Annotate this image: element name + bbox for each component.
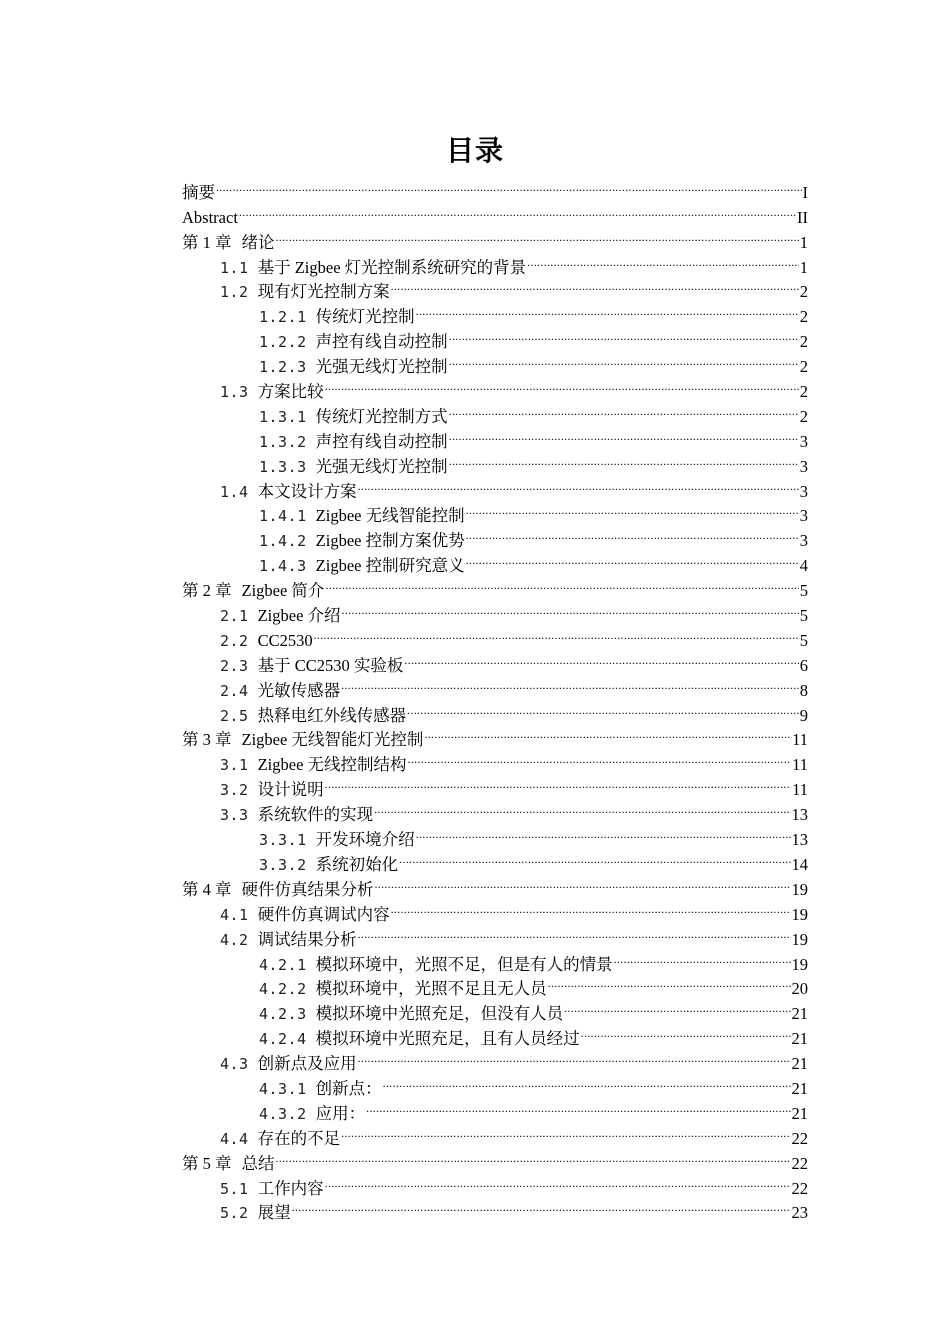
- toc-entry-page-number: 11: [792, 755, 808, 775]
- toc-entry-page-number: 6: [799, 655, 808, 675]
- dot-leader: [358, 920, 791, 945]
- dot-leader: [408, 745, 792, 770]
- toc-entry-title: 工作内容: [257, 1178, 324, 1198]
- dot-leader: [276, 1144, 791, 1169]
- dot-leader: [399, 845, 790, 870]
- toc-entry-title: 光敏传感器: [257, 680, 341, 700]
- dot-leader: [341, 671, 799, 696]
- toc-entry-title: 光强无线灯光控制: [315, 456, 448, 476]
- toc-entry-title: 硬件仿真调试内容: [257, 904, 390, 924]
- toc-entry-page-number: 11: [792, 730, 808, 750]
- dot-leader: [424, 721, 791, 746]
- toc-entry-title: 开发环境介绍: [315, 830, 415, 850]
- toc-entry-number: 第 2 章: [182, 581, 232, 601]
- dot-leader: [407, 696, 799, 721]
- toc-entry-title: Zigbee 无线智能控制: [315, 506, 465, 526]
- dot-leader: [449, 397, 799, 422]
- toc-entry-number: 1.3.1: [259, 407, 307, 426]
- toc-entry-title: 传统灯光控制方式: [315, 406, 448, 426]
- toc-entry-page-number: 21: [791, 1054, 808, 1074]
- toc-entry-number: 4.3.2: [259, 1104, 307, 1123]
- dot-leader: [527, 248, 799, 273]
- toc-entry-page-number: 22: [791, 1153, 808, 1173]
- dot-leader: [404, 646, 798, 671]
- dot-leader: [449, 322, 799, 347]
- dot-leader: [614, 945, 791, 970]
- toc-entry-page-number: 21: [791, 1103, 808, 1123]
- toc-entry-number: 2.5: [220, 706, 249, 725]
- toc-entry-page-number: 3: [799, 481, 808, 501]
- toc-entry-page-number: 19: [791, 904, 808, 924]
- toc-entry-page-number: 3: [799, 431, 808, 451]
- toc-entry-number: 1.3: [220, 383, 249, 402]
- toc-entry-number: 4.2.2: [259, 980, 307, 999]
- dot-leader: [466, 546, 799, 571]
- dot-leader: [416, 820, 791, 845]
- toc-entry-title: 声控有线自动控制: [315, 332, 448, 352]
- toc-entry-title: 方案比较: [257, 382, 324, 402]
- toc-entry-page-number: 5: [799, 581, 808, 601]
- toc-entry-title: 设计说明: [257, 780, 324, 800]
- dot-leader: [581, 1019, 791, 1044]
- toc-entry-number: 1.4.2: [259, 532, 307, 551]
- toc-entry-page-number: 2: [799, 282, 808, 302]
- toc-entry-title: 模拟环境中光照充足，但没有人员: [315, 1004, 564, 1024]
- toc-entry-title: 现有灯光控制方案: [257, 282, 390, 302]
- toc-entry-page-number: 2: [799, 406, 808, 426]
- toc-entry-page-number: 13: [791, 830, 808, 850]
- toc-entry-number: 1.2.3: [259, 358, 307, 377]
- toc-entry-page-number: 2: [799, 332, 808, 352]
- toc-entry[interactable]: [182, 248, 808, 277]
- toc-entry-number: 4.4: [220, 1129, 249, 1148]
- toc-entry-page-number: 5: [799, 630, 808, 650]
- toc-entry-title: 存在的不足: [257, 1128, 341, 1148]
- toc-entry-page-number: 21: [791, 1029, 808, 1049]
- toc-entry-number: 1.2.1: [259, 308, 307, 327]
- toc-entry[interactable]: [182, 1144, 808, 1173]
- dot-leader: [548, 970, 791, 995]
- toc-entry-title: 创新点及应用: [257, 1054, 357, 1074]
- dot-leader: [383, 1069, 791, 1094]
- toc-entry-title: Zigbee 控制研究意义: [315, 556, 465, 576]
- toc-entry-page-number: 23: [791, 1203, 808, 1223]
- toc-entry-number: 4.2.1: [259, 955, 307, 974]
- table-of-contents: [182, 173, 808, 1223]
- toc-entry-number: 2.3: [220, 656, 249, 675]
- toc-entry-title: 模拟环境中，光照不足，但是有人的情景: [315, 954, 613, 974]
- toc-entry-title: 硬件仿真结果分析: [241, 879, 374, 899]
- toc-entry-page-number: 22: [791, 1128, 808, 1148]
- toc-entry-number: 第 1 章: [182, 232, 232, 252]
- toc-entry-title: 总结: [241, 1153, 275, 1173]
- toc-entry-number: 1.2.2: [259, 333, 307, 352]
- toc-entry-number: 第 3 章: [182, 730, 232, 750]
- toc-entry-number: 4.2.4: [259, 1030, 307, 1049]
- toc-entry-title: 本文设计方案: [257, 481, 357, 501]
- toc-entry-title: 热释电红外线传感器: [257, 705, 407, 725]
- dot-leader: [391, 273, 799, 298]
- dot-leader: [564, 994, 790, 1019]
- toc-entry-title: Zigbee 介绍: [257, 606, 341, 626]
- toc-entry-page-number: 8: [799, 680, 808, 700]
- toc-entry-page-number: 21: [791, 1078, 808, 1098]
- toc-entry-number: 4.1: [220, 905, 249, 924]
- dot-leader: [391, 895, 791, 920]
- toc-entry-title: Zigbee 控制方案优势: [315, 531, 465, 551]
- toc-entry-page-number: 21: [791, 1004, 808, 1024]
- toc-entry-number: 5.2: [220, 1204, 249, 1223]
- dot-leader: [466, 521, 799, 546]
- toc-entry-title: Abstract: [182, 207, 238, 227]
- dot-leader: [292, 1194, 791, 1219]
- toc-entry-page-number: 1: [799, 232, 808, 252]
- toc-entry-title: 应用：: [315, 1103, 366, 1123]
- toc-entry-title: 摘要: [182, 182, 215, 202]
- toc-entry-number: 1.4: [220, 482, 249, 501]
- toc-entry-number: 第 5 章: [182, 1153, 232, 1173]
- toc-entry-title: 模拟环境中，光照不足且无人员: [315, 979, 547, 999]
- dot-leader: [374, 795, 790, 820]
- toc-entry[interactable]: [182, 173, 808, 202]
- toc-entry-title: 光强无线灯光控制: [315, 357, 448, 377]
- toc-entry-number: 2.4: [220, 681, 249, 700]
- toc-entry-title: CC2530: [257, 630, 313, 650]
- toc-entry[interactable]: [182, 223, 808, 252]
- toc-entry-number: 1.3.2: [259, 432, 307, 451]
- toc-entry[interactable]: [182, 198, 808, 227]
- toc-entry-number: 1.2: [220, 283, 249, 302]
- toc-entry-title: Zigbee 无线控制结构: [257, 755, 407, 775]
- dot-leader: [239, 198, 796, 223]
- toc-entry[interactable]: [182, 1169, 808, 1198]
- dot-leader: [449, 447, 799, 472]
- toc-entry-page-number: 5: [799, 606, 808, 626]
- toc-entry-number: 1.4.3: [259, 557, 307, 576]
- toc-entry-number: 4.3.1: [259, 1079, 307, 1098]
- toc-entry-title: 传统灯光控制: [315, 307, 415, 327]
- dot-leader: [449, 347, 799, 372]
- dot-leader: [449, 422, 799, 447]
- toc-entry-number: 2.2: [220, 631, 249, 650]
- dot-leader: [314, 621, 799, 646]
- toc-entry-page-number: 14: [791, 854, 808, 874]
- toc-entry-number: 3.3.1: [259, 831, 307, 850]
- toc-entry-page-number: 2: [799, 357, 808, 377]
- dot-leader: [466, 497, 799, 522]
- toc-entry-number: 4.2: [220, 930, 249, 949]
- toc-entry-number: 1.4.1: [259, 507, 307, 526]
- dot-leader: [341, 1119, 790, 1144]
- toc-entry-page-number: 2: [799, 307, 808, 327]
- toc-entry-title: 基于 CC2530 实验板: [257, 655, 404, 675]
- dot-leader: [375, 870, 791, 895]
- toc-entry-title: Zigbee 无线智能灯光控制: [241, 730, 424, 750]
- toc-entry-title: 创新点：: [315, 1078, 382, 1098]
- toc-entry-page-number: 3: [799, 531, 808, 551]
- dot-leader: [416, 297, 799, 322]
- toc-entry-title: 绪论: [241, 232, 275, 252]
- page-title: 目录: [445, 134, 504, 167]
- toc-entry-page-number: 11: [792, 780, 808, 800]
- toc-entry-title: 系统软件的实现: [257, 805, 374, 825]
- toc-entry-number: 3.3.2: [259, 855, 307, 874]
- toc-entry-title: 调试结果分析: [257, 929, 357, 949]
- toc-entry-number: 4.2.3: [259, 1005, 307, 1024]
- dot-leader: [216, 173, 802, 198]
- toc-entry-number: 2.1: [220, 607, 249, 626]
- toc-entry-number: 1.1: [220, 258, 249, 277]
- toc-entry-number: 1.3.3: [259, 457, 307, 476]
- toc-entry-number: 5.1: [220, 1179, 249, 1198]
- toc-entry-page-number: 2: [799, 382, 808, 402]
- toc-entry-page-number: 9: [799, 705, 808, 725]
- toc-entry-number: 4.3: [220, 1055, 249, 1074]
- toc-entry-page-number: II: [797, 207, 808, 227]
- toc-entry-page-number: I: [802, 182, 808, 202]
- toc-entry-page-number: 19: [791, 879, 808, 899]
- dot-leader: [366, 1094, 790, 1119]
- toc-entry-page-number: 19: [791, 929, 808, 949]
- dot-leader: [358, 1044, 791, 1069]
- toc-entry-number: 3.1: [220, 756, 249, 775]
- dot-leader: [325, 571, 798, 596]
- toc-entry-page-number: 19: [791, 954, 808, 974]
- toc-entry-page-number: 4: [799, 556, 808, 576]
- toc-entry-page-number: 3: [799, 456, 808, 476]
- toc-entry-title: 展望: [257, 1203, 291, 1223]
- toc-entry-title: 声控有线自动控制: [315, 431, 448, 451]
- toc-entry-page-number: 13: [791, 805, 808, 825]
- dot-leader: [325, 372, 799, 397]
- toc-entry-title: 系统初始化: [315, 854, 399, 874]
- dot-leader: [325, 770, 792, 795]
- toc-entry-page-number: 1: [799, 257, 808, 277]
- toc-entry-title: 基于 Zigbee 灯光控制系统研究的背景: [257, 257, 527, 277]
- toc-entry-number: 3.3: [220, 806, 249, 825]
- toc-entry-number: 第 4 章: [182, 879, 232, 899]
- toc-entry-page-number: 20: [791, 979, 808, 999]
- toc-entry-title: Zigbee 简介: [241, 581, 325, 601]
- toc-entry-title: 模拟环境中光照充足，且有人员经过: [315, 1029, 580, 1049]
- dot-leader: [276, 223, 799, 248]
- dot-leader: [325, 1169, 791, 1194]
- dot-leader: [358, 472, 799, 497]
- dot-leader: [342, 596, 799, 621]
- toc-entry-number: 3.2: [220, 781, 249, 800]
- toc-entry-page-number: 3: [799, 506, 808, 526]
- toc-entry-page-number: 22: [791, 1178, 808, 1198]
